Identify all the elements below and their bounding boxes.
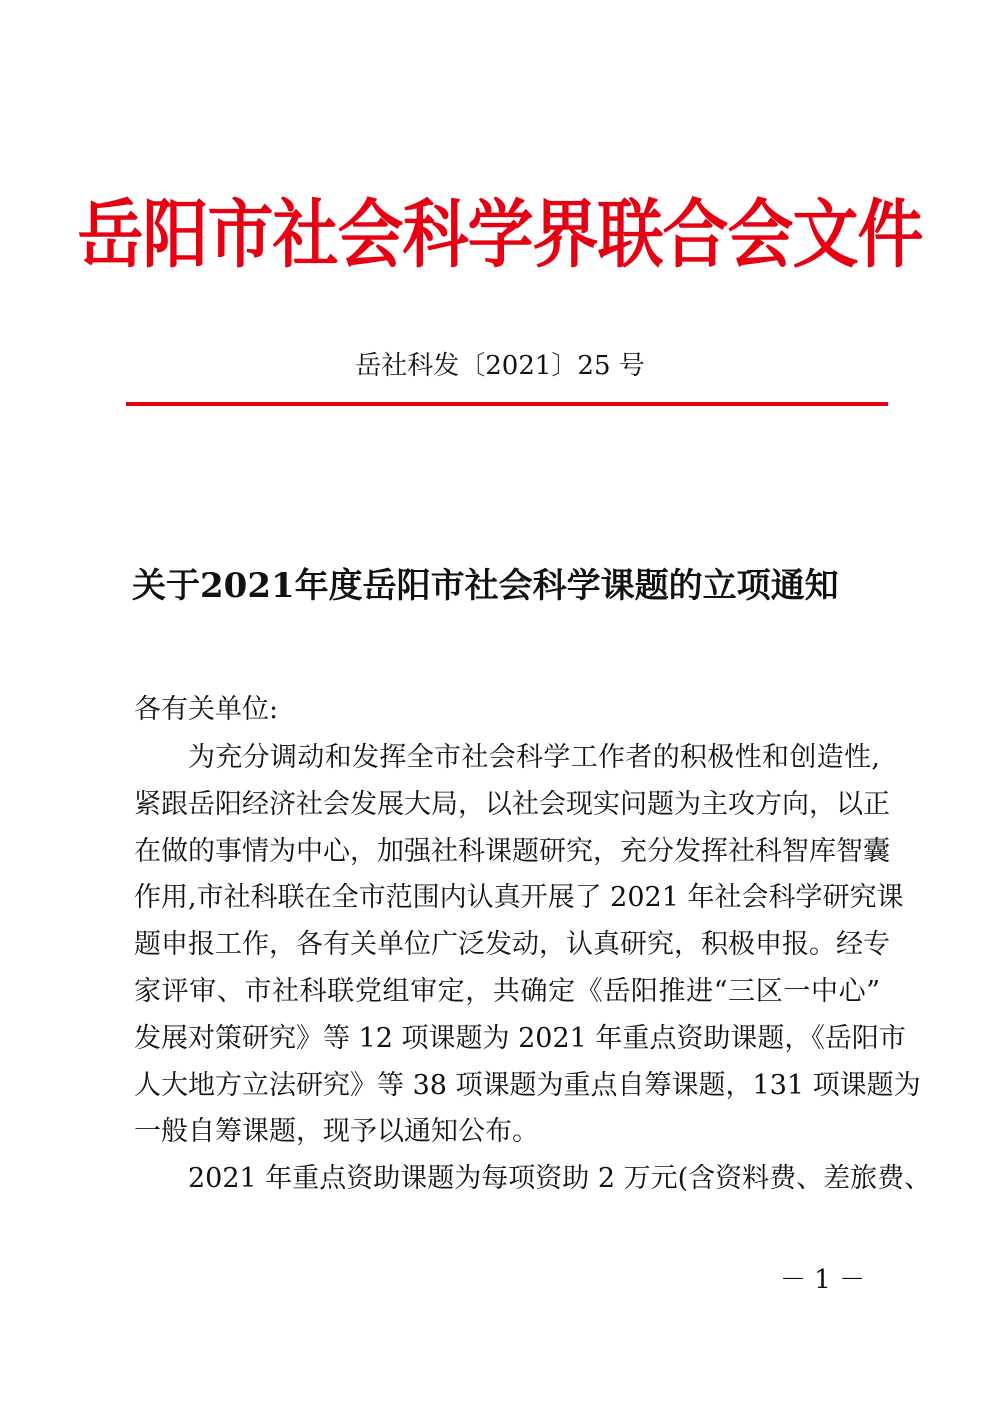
body-line: 题申报工作，各有关单位广泛发动，认真研究，积极申报。经专 <box>134 929 890 961</box>
masthead-title: 岳阳市社会科学界联合会文件 <box>77 190 923 278</box>
document-number: 岳社科发〔2021〕25 号 <box>355 351 645 381</box>
body-line: 紧跟岳阳经济社会发展大局，以社会现实问题为主攻方向，以正 <box>134 788 890 820</box>
body-line: 作用,市社科联在全市范围内认真开展了 2021 年社会科学研究课 <box>134 882 904 914</box>
red-divider-line <box>126 402 888 406</box>
body-line: 一般自筹课题，现予以通知公布。 <box>134 1116 539 1148</box>
body-line: 家评审、市社科联党组审定，共确定《岳阳推进“三区一中心” <box>134 975 880 1007</box>
body-line: 在做的事情为中心，加强社科课题研究，充分发挥社科智库智囊 <box>134 835 890 867</box>
notice-title: 关于2021年度岳阳市社会科学课题的立项通知 <box>132 566 839 606</box>
salutation: 各有关单位: <box>134 694 279 725</box>
page-number: － 1 － <box>780 1265 866 1295</box>
body-line: 2021 年重点资助课题为每项资助 2 万元(含资料费、差旅费、 <box>188 1163 932 1195</box>
body-line: 为充分调动和发挥全市社会科学工作者的积极性和创造性, <box>188 742 880 773</box>
body-line: 发展对策研究》等 12 项课题为 2021 年重点资助课题，《岳阳市 <box>134 1022 906 1054</box>
body-text <box>134 735 932 1203</box>
body-line: 人大地方立法研究》等 38 项课题为重点自筹课题，131 项课题为 <box>134 1069 921 1101</box>
